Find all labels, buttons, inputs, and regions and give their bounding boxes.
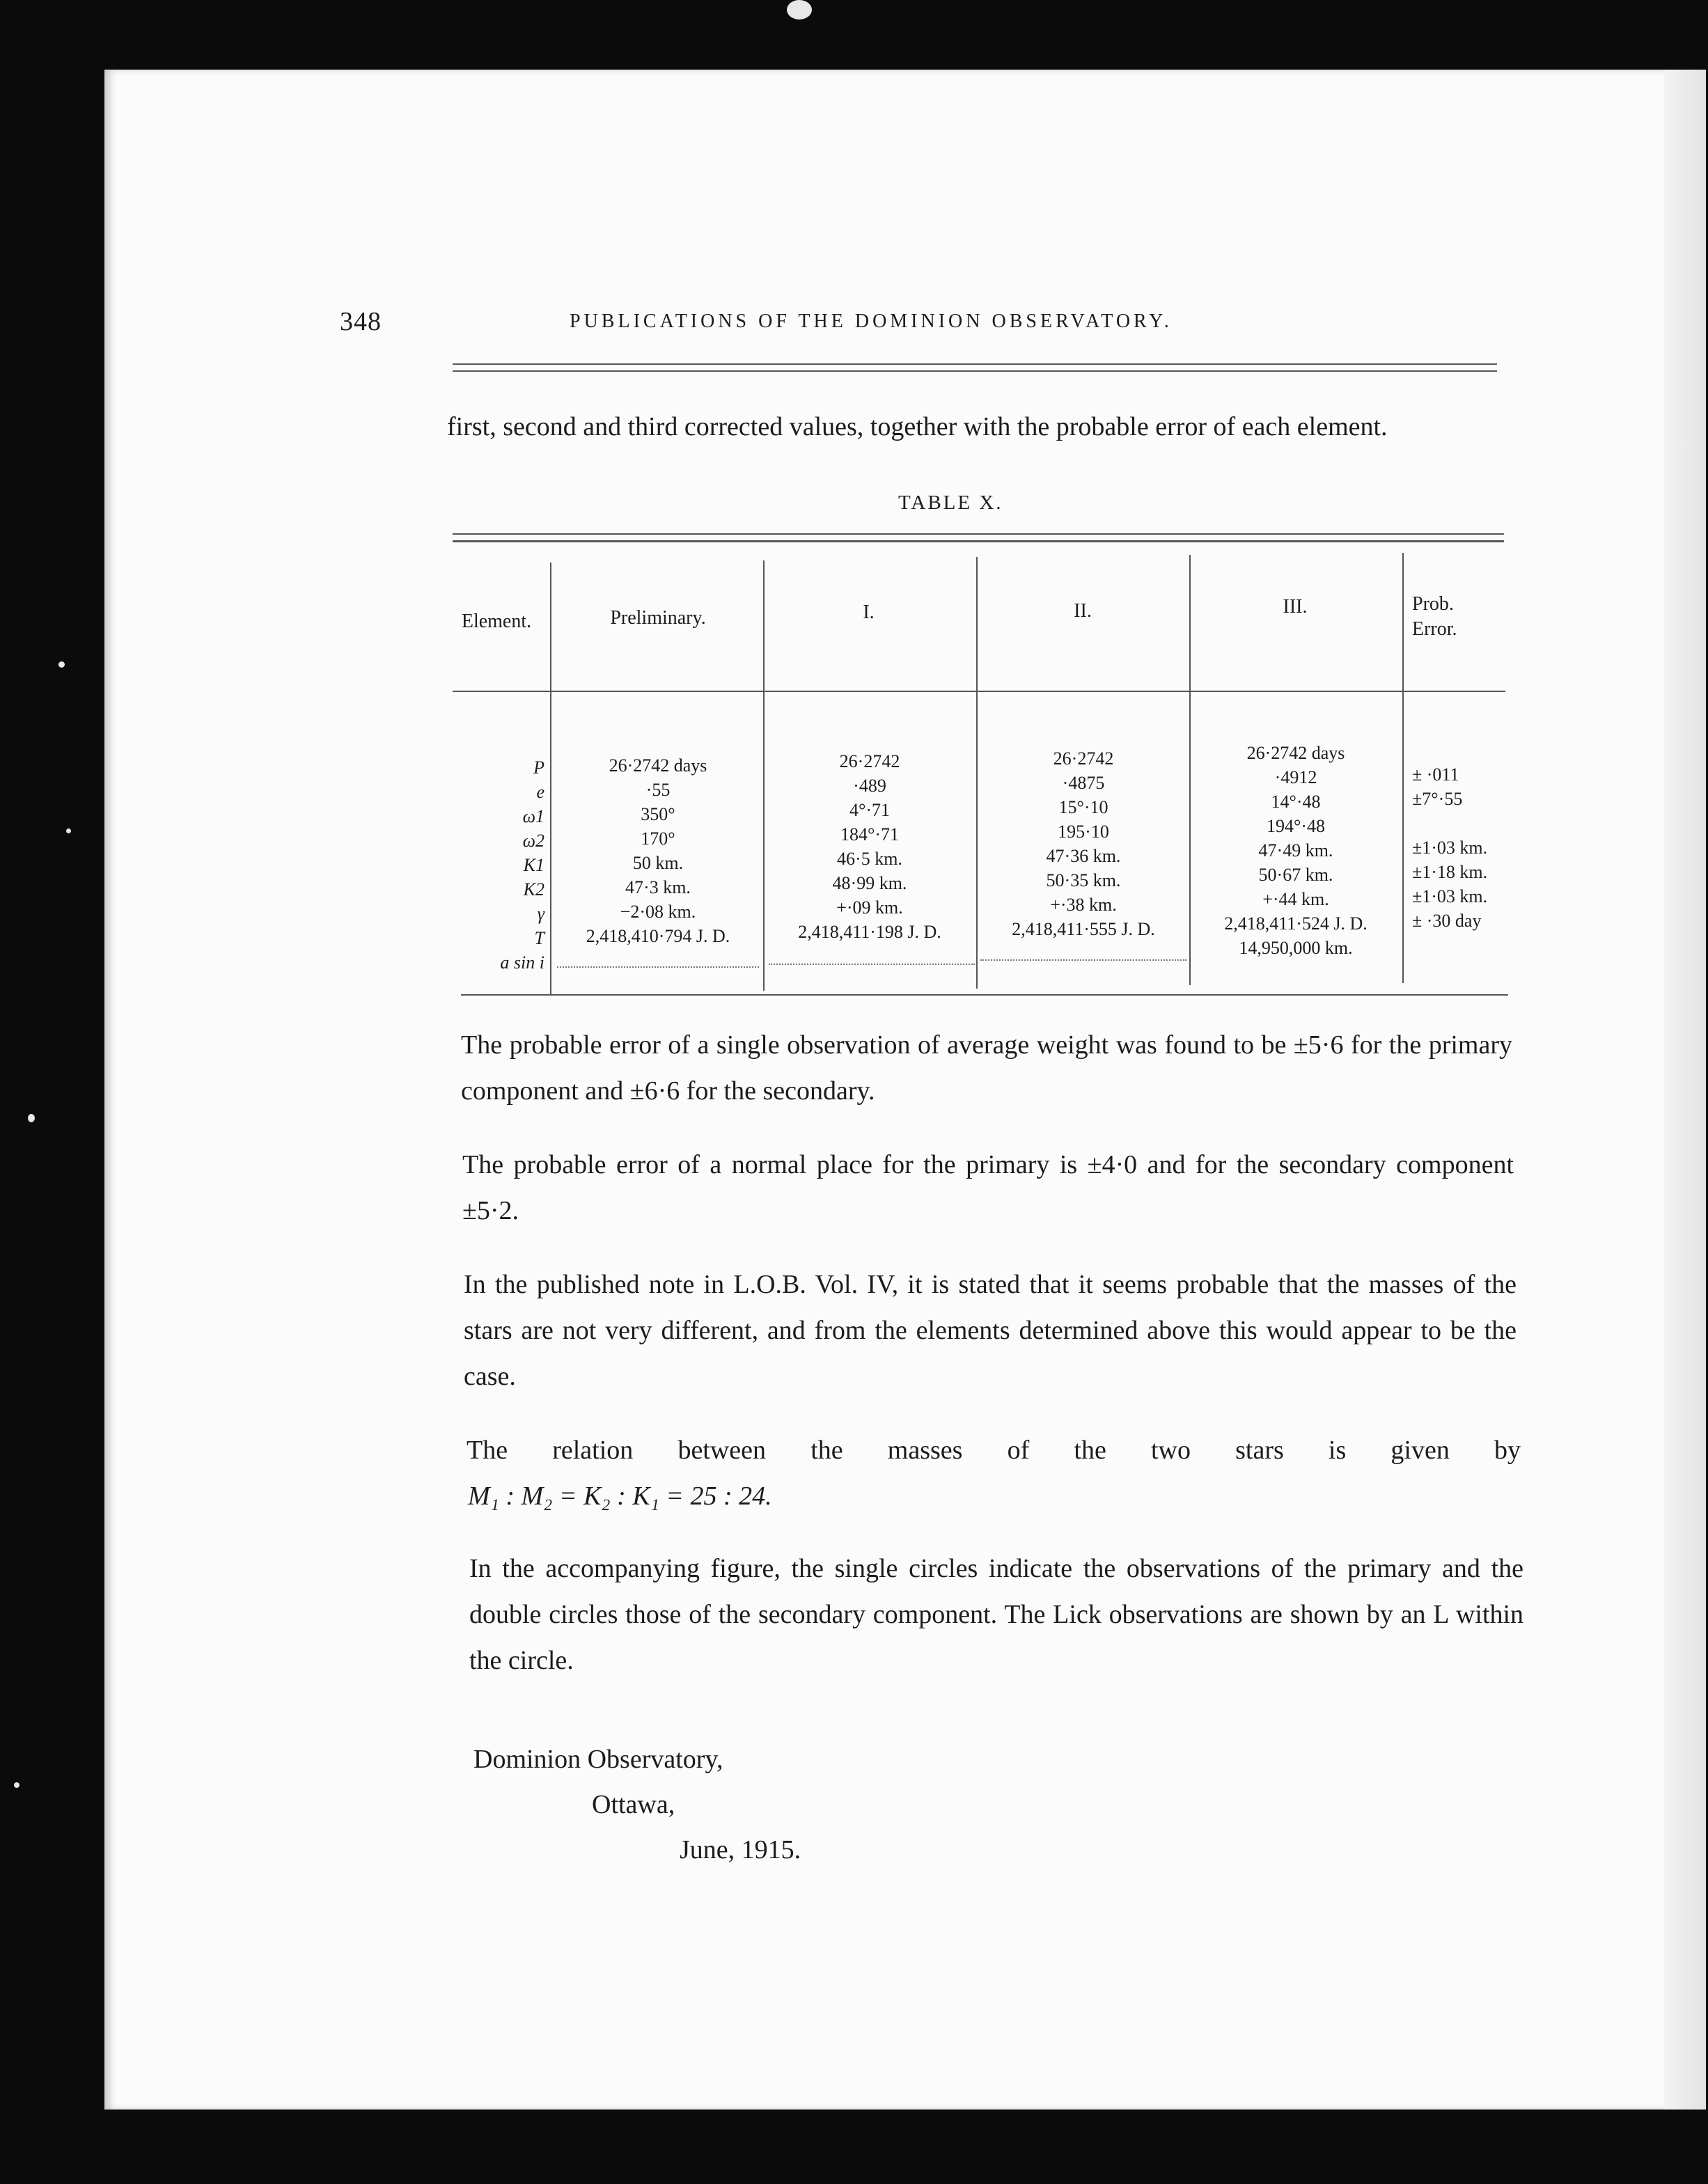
header-rule [453,370,1497,372]
element-labels [453,755,544,975]
intro-paragraph: first, second and third corrected values, together with the probable error of each element. [447,412,1388,441]
element-label: e [536,782,544,802]
first-value: 184°·71 [840,824,900,844]
third-value: 47·49 km. [1258,840,1333,861]
prob-error-value: ±1·03 km. [1412,886,1488,906]
paragraph-mass-relation: The relation between the masses of the two stars is given by [467,1436,1521,1465]
journal-title: PUBLICATIONS OF THE DOMINION OBSERVATORY. [570,311,1173,332]
third-value: 26·2742 days [1246,743,1345,763]
element-label: ω1 [522,806,544,826]
third-value: 14,950,000 km. [1239,938,1353,958]
element-label: T [534,928,544,948]
second-value: 15°·10 [1058,797,1108,817]
column-header-element: Element. [461,611,532,632]
first-value: 48·99 km. [832,873,907,893]
table-leader-dots [980,959,1186,961]
table-caption: TABLE X. [898,492,1003,514]
first-value: ·489 [853,776,886,796]
prob-error-value: ±1·18 km. [1412,862,1488,882]
third-value: 50·67 km. [1258,865,1333,885]
prob-error-value: ±7°·55 [1412,789,1463,809]
signoff-date: June, 1915. [680,1835,801,1864]
signoff-city: Ottawa, [592,1790,675,1819]
preliminary-value: ·55 [645,780,671,800]
preliminary-value: −2·08 km. [620,902,696,922]
scan-speck [787,0,812,19]
table-column-divider [763,560,765,991]
scan-speck [66,828,71,833]
third-value: ·4912 [1274,767,1317,787]
signoff-institution: Dominion Observatory, [473,1745,723,1774]
first-corrected-column [769,749,971,944]
mass-ratio-equation: M₁ : M₂ = K₂ : K₁ = 25 : 24. [468,1482,772,1511]
column-header-third: III. [1283,596,1308,618]
second-value: +·38 km. [1050,895,1117,915]
column-header-second: II. [1074,600,1092,622]
column-header-prob-error: Prob. Error. [1412,593,1457,640]
table-column-divider [1402,553,1404,983]
second-value: 50·35 km. [1046,870,1121,890]
table-top-rule [453,540,1504,542]
prob-error-value: ± ·011 [1412,764,1459,785]
scan-speck [28,1114,35,1122]
second-corrected-column [980,746,1186,941]
running-head [340,306,1503,341]
element-label: γ [537,904,544,924]
prob-error-value: ±1·03 km. [1412,838,1488,858]
table-leader-dots [769,964,975,965]
first-value: +·09 km. [836,897,903,918]
second-value: 195·10 [1058,822,1109,842]
third-corrected-column [1192,741,1400,960]
preliminary-value: 170° [641,828,675,849]
table-top-rule [453,533,1504,535]
preliminary-value: 350° [641,804,675,824]
table-bottom-rule [461,994,1508,996]
table-leader-dots [557,966,759,968]
second-value: ·4875 [1062,773,1105,793]
second-value: 2,418,411·555 J. D. [1012,919,1155,939]
paragraph-single-observation-error: The probable error of a single observation of average weight was found to be ±5·6 for the primary component and ±6·6 for the secondary. [461,1030,1512,1106]
first-value: 46·5 km. [837,849,902,869]
prob-error-value: ± ·30 day [1412,911,1482,931]
preliminary-value: 2,418,410·794 J. D. [586,926,730,946]
element-label: K2 [523,879,544,899]
element-label: a sin i [500,952,544,973]
second-value: 26·2742 [1053,748,1114,769]
third-value: 2,418,411·524 J. D. [1224,913,1368,934]
scan-speck [14,1782,19,1788]
table-column-divider [1189,555,1191,985]
first-value: 4°·71 [849,800,891,820]
element-label: K1 [523,855,544,875]
preliminary-value: 50 km. [632,853,684,873]
paragraph-published-note: In the published note in L.O.B. Vol. IV, it is stated that it seems probable that the masses of the stars are not very different, and from the elements determined above this would appear to be the case. [464,1270,1517,1391]
prob-error-column [1412,762,1510,933]
column-header-first: I. [863,602,875,623]
third-value: 194°·48 [1266,816,1326,836]
element-label: P [533,757,544,778]
preliminary-value: 26·2742 days [609,755,707,776]
first-value: 2,418,411·198 J. D. [798,922,941,942]
paragraph-figure-explanation: In the accompanying figure, the single circles indicate the observations of the primary and the double circles those of the secondary component. The Lick observations are shown by an L within the circle. [469,1554,1523,1675]
prob-error-spacer [1412,811,1510,835]
header-rule [453,363,1497,365]
page-edge [1664,70,1706,2110]
page-number: 348 [340,307,382,336]
preliminary-value: 47·3 km. [625,877,691,897]
table-column-divider [550,563,551,994]
scan-speck [58,661,65,668]
second-value: 47·36 km. [1046,846,1121,866]
first-value: 26·2742 [839,751,900,771]
preliminary-column [557,753,759,948]
column-header-preliminary: Preliminary. [610,607,706,629]
table-header-rule [453,691,1505,692]
third-value: 14°·48 [1271,792,1321,812]
table-column-divider [976,557,978,989]
paragraph-normal-place-error: The probable error of a normal place for the primary is ±4·0 and for the secondary component ±5·2. [462,1150,1514,1225]
third-value: +·44 km. [1262,889,1329,909]
element-label: ω2 [522,831,544,851]
